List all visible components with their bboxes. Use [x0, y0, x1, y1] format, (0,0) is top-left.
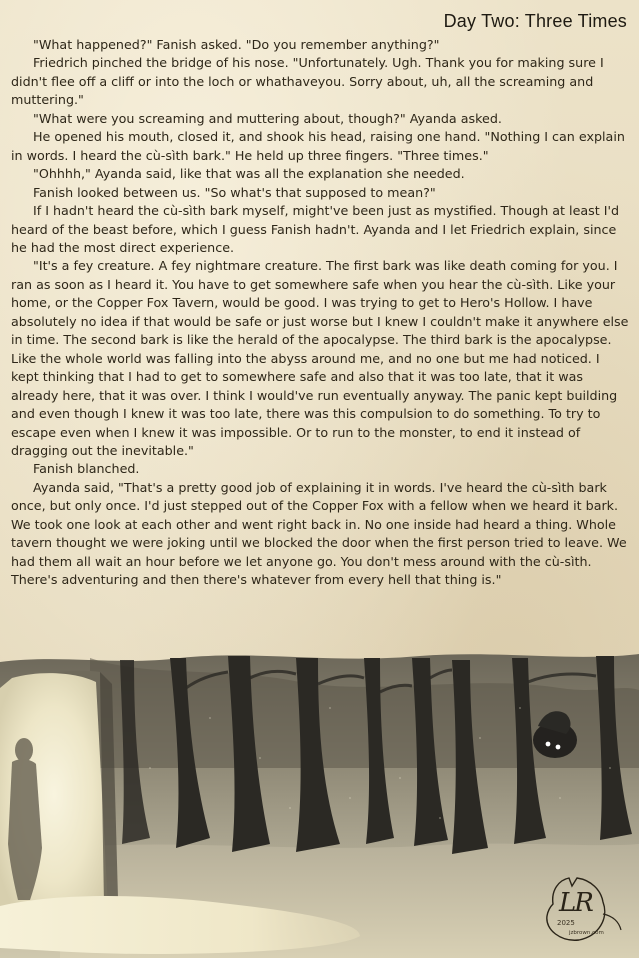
logo-year: 2025	[557, 919, 575, 927]
chapter-title: Day Two: Three Times	[443, 11, 627, 31]
story-paragraph: Fanish blanched.	[33, 461, 140, 477]
artist-logo	[539, 874, 625, 944]
story-paragraph: Friedrich pinched the bridge of his nose. "Unfortunately. Ugh. Thank you for making sure I didn't flee off a cliff or into the loch or whathaveyou. Sorry about, uh, all the screaming and muttering."	[11, 55, 604, 108]
story-paragraph: "What happened?" Fanish asked. "Do you remember anything?"	[33, 37, 440, 52]
story-paragraph: Fanish looked between us. "So what's that supposed to mean?"	[33, 184, 436, 200]
logo-letters: LR	[559, 888, 592, 918]
story-paragraph: "What were you screaming and muttering about, though?" Ayanda asked.	[33, 110, 502, 126]
story-paragraph: "It's a fey creature. A fey nightmare creature. The first bark was like death coming for you. I ran as soon as I heard it. You have to get somewhere safe when you hear the cù-sìth. Like your home, or the Copper Fox Tavern, would be good. I was trying to get to Hero's Hollow. I have absolutely no idea if that would be safe or just worse but I knew I couldn't make it anywhere else in time. The second bark is like the herald of the apocalypse. The third bark is the apocalypse. Like the whole world was falling into the abyss around me, and no one but me had noticed. I kept thinking that I had to get to somewhere safe and also that it was too late, that it was already here, that it was over. I think I would've run eventually anyway. The panic kept building and even though I knew it was too late, there was this compulsion to do something. To try to escape even when I knew it was impossible. Or to run to the monster, to end it instead of dragging out the inevitable."	[11, 258, 629, 458]
story-text	[11, 36, 629, 590]
story-paragraph: He opened his mouth, closed it, and shook his head, raising one hand. "Nothing I can explain in words. I heard the cù-sìth bark." He held up three fingers. "Three times."	[11, 129, 625, 163]
story-paragraph: If I hadn't heard the cù-sìth bark myself, might've been just as mystified. Though at least I'd heard of the beast before, which I guess Fanish hadn't. Ayanda and I let Friedrich explain, since he had the most direct experience.	[11, 203, 620, 255]
glowing-eye-left	[546, 742, 551, 747]
story-paragraph: Ayanda said, "That's a pretty good job of explaining it in words. I've heard the cù-sìth bark once, but only once. I'd just stepped out of the Copper Fox with a fellow when we heard it bark. We took one look at each other and went right back in. No one inside had heard a thing. Whole tavern thought we were joking until we blocked the door when the first person tried to leave. We had them all wait an hour before we let anyone go. You don't mess around with the cù-sìth. There's adventuring and then there's whatever from every hell that thing is."	[11, 479, 627, 588]
glowing-eye-right	[556, 745, 561, 750]
logo-site: jzbrown.com	[569, 930, 604, 936]
story-paragraph: "Ohhhh," Ayanda said, like that was all the explanation she needed.	[33, 166, 465, 182]
